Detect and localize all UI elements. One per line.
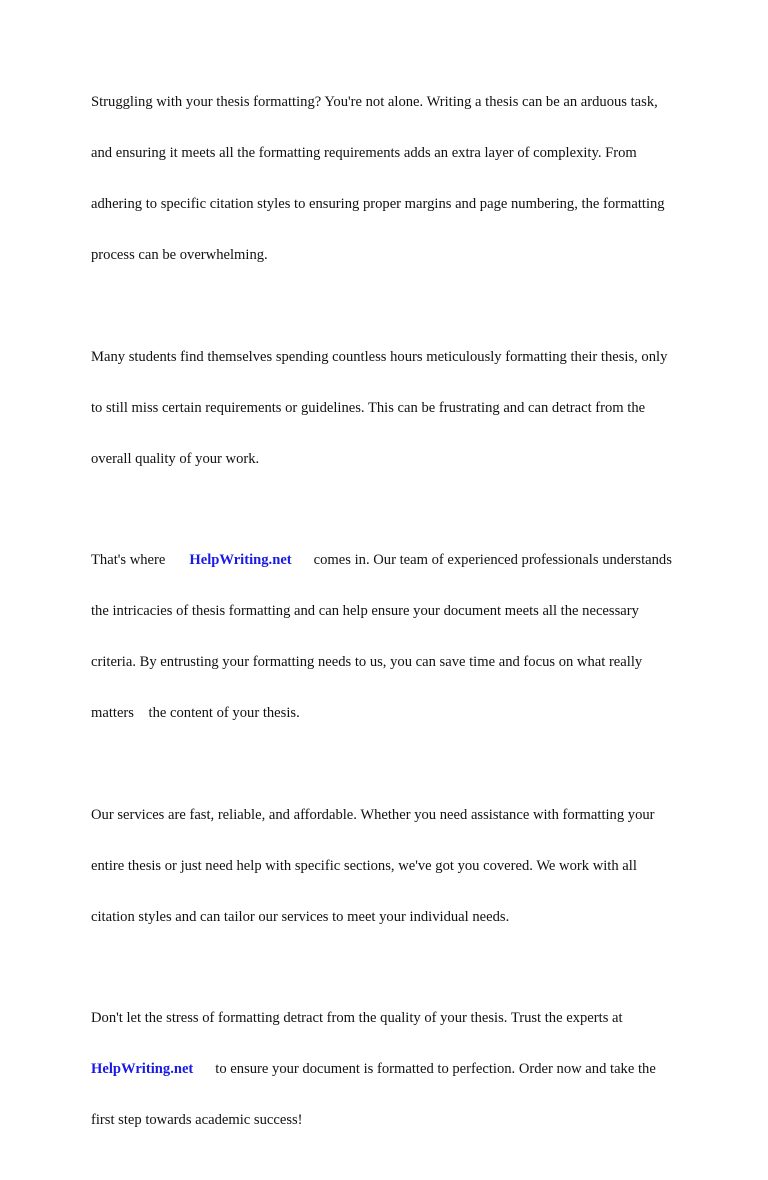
paragraph-4 <box>91 773 721 960</box>
text-line: first step towards academic success! <box>91 1112 303 1128</box>
text-segment: to ensure your document is formatted to perfection. Order now and take the <box>215 1061 656 1077</box>
document-body <box>91 60 721 1180</box>
text-segment: comes in. Our team of experienced professionals understands <box>313 552 672 568</box>
text-line: Many students find themselves spending countless hours meticulously formatting their thesis, only <box>91 348 668 365</box>
text-line: Don't let the stress of formatting detract from the quality of your thesis. Trust the experts at <box>91 1010 623 1026</box>
text-line <box>91 552 721 569</box>
helpwriting-link[interactable]: HelpWriting.net <box>91 1061 194 1077</box>
text-line: citation styles and can tailor our services to meet your individual needs. <box>91 908 510 925</box>
paragraph-3 <box>91 518 721 756</box>
text-line: Struggling with your thesis formatting? You're not alone. Writing a thesis can be an arduous task, <box>91 94 658 110</box>
text-segment: That's where <box>91 552 166 568</box>
paragraph-1 <box>91 60 721 298</box>
paragraph-5 <box>91 976 721 1163</box>
text-line: process can be overwhelming. <box>91 247 268 263</box>
helpwriting-link[interactable]: HelpWriting.net <box>189 552 292 568</box>
text-line <box>91 1061 721 1078</box>
text-line: Our services are fast, reliable, and affordable. Whether you need assistance with formatting your <box>91 806 655 823</box>
text-line: the intricacies of thesis formatting and can help ensure your document meets all the necessary <box>91 603 639 619</box>
text-line: and ensuring it meets all the formatting requirements adds an extra layer of complexity. From <box>91 145 637 161</box>
text-line: adhering to specific citation styles to ensuring proper margins and page numbering, the formatting <box>91 196 665 212</box>
text-line: criteria. By entrusting your formatting needs to us, you can save time and focus on what really <box>91 654 643 670</box>
text-line: matters the content of your thesis. <box>91 705 300 721</box>
text-line: entire thesis or just need help with specific sections, we've got you covered. We work with all <box>91 857 637 874</box>
text-line: overall quality of your work. <box>91 450 260 467</box>
text-line: to still miss certain requirements or guidelines. This can be frustrating and can detract from the <box>91 399 646 416</box>
paragraph-2 <box>91 315 721 502</box>
